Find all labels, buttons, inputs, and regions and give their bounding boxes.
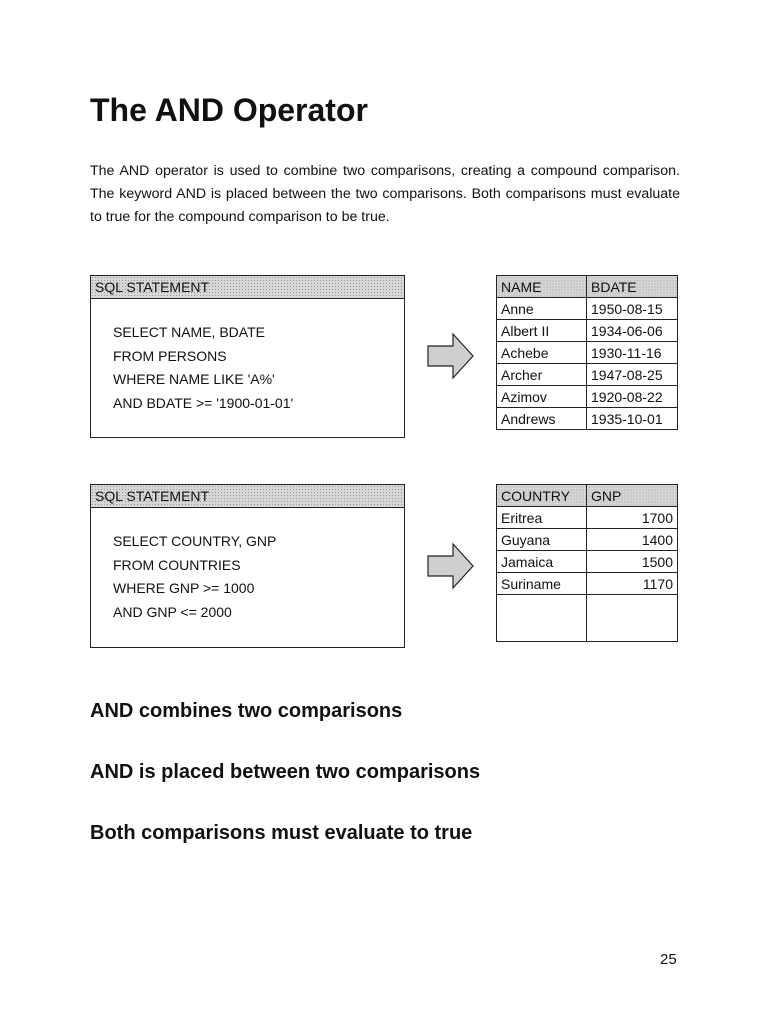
table-cell: Suriname [497,573,587,595]
column-header-name: NAME [497,276,587,298]
sql-code-line: FROM COUNTRIES [113,556,241,573]
sql-statement-header: SQL STATEMENT [91,276,404,299]
table-row [497,386,678,408]
table-cell: 1170 [587,573,678,595]
right-arrow-icon [427,332,475,380]
table-cell: 1935-10-01 [587,408,678,430]
table-row [497,408,678,430]
table-row [497,551,678,573]
summary-point: Both comparisons must evaluate to true [90,822,473,844]
table-cell: Archer [497,364,587,386]
table-cell-empty [587,595,678,642]
table-cell: 1934-06-06 [587,320,678,342]
table-cell: Jamaica [497,551,587,573]
result-table-persons [496,275,678,430]
table-header-row [497,485,678,507]
table-cell: 1947-08-25 [587,364,678,386]
table-header-row [497,276,678,298]
sql-code-block [91,299,404,415]
intro-paragraph: The AND operator is used to combine two comparisons, creating a compound comparison. The keyword AND is placed between the two comparisons. Both comparisons must evaluate to true for the compound comparison to be true. [90,163,680,225]
table-cell: Azimov [497,386,587,408]
sql-code-line: WHERE NAME LIKE 'A%' [113,371,275,387]
table-cell: 1400 [587,529,678,551]
sql-code-line: AND BDATE >= '1900-01-01' [113,394,294,411]
summary-point: AND is placed between two comparisons [90,761,481,783]
table-row [497,573,678,595]
table-cell: 1930-11-16 [587,342,678,364]
table-cell: Guyana [497,529,587,551]
table-empty-row [497,595,678,642]
summary-point: AND combines two comparisons [90,700,403,722]
sql-statement-header: SQL STATEMENT [91,485,404,508]
page-title: The AND Operator [90,92,368,128]
column-header-bdate: BDATE [587,276,678,298]
table-row [497,320,678,342]
sql-code-line: AND GNP <= 2000 [113,603,232,620]
table-row [497,298,678,320]
right-arrow-icon [427,542,475,590]
sql-statement-box-1 [90,275,405,438]
table-row [497,342,678,364]
sql-code-line: FROM PERSONS [113,347,227,364]
page-number: 25 [660,951,677,968]
sql-code-block [91,508,404,624]
sql-code-line: SELECT NAME, BDATE [113,324,265,340]
sql-statement-box-2 [90,484,405,648]
table-cell: Anne [497,298,587,320]
table-cell: 1950-08-15 [587,298,678,320]
table-cell: Achebe [497,342,587,364]
column-header-gnp: GNP [587,485,678,507]
result-table-countries [496,484,678,642]
sql-code-line: WHERE GNP >= 1000 [113,580,255,596]
table-cell: 1920-08-22 [587,386,678,408]
table-row [497,507,678,529]
sql-code-line: SELECT COUNTRY, GNP [113,533,277,549]
table-cell: 1700 [587,507,678,529]
table-cell-empty [497,595,587,642]
table-row [497,364,678,386]
column-header-country: COUNTRY [497,485,587,507]
table-cell: Andrews [497,408,587,430]
table-cell: Albert II [497,320,587,342]
table-cell: 1500 [587,551,678,573]
table-cell: Eritrea [497,507,587,529]
table-row [497,529,678,551]
